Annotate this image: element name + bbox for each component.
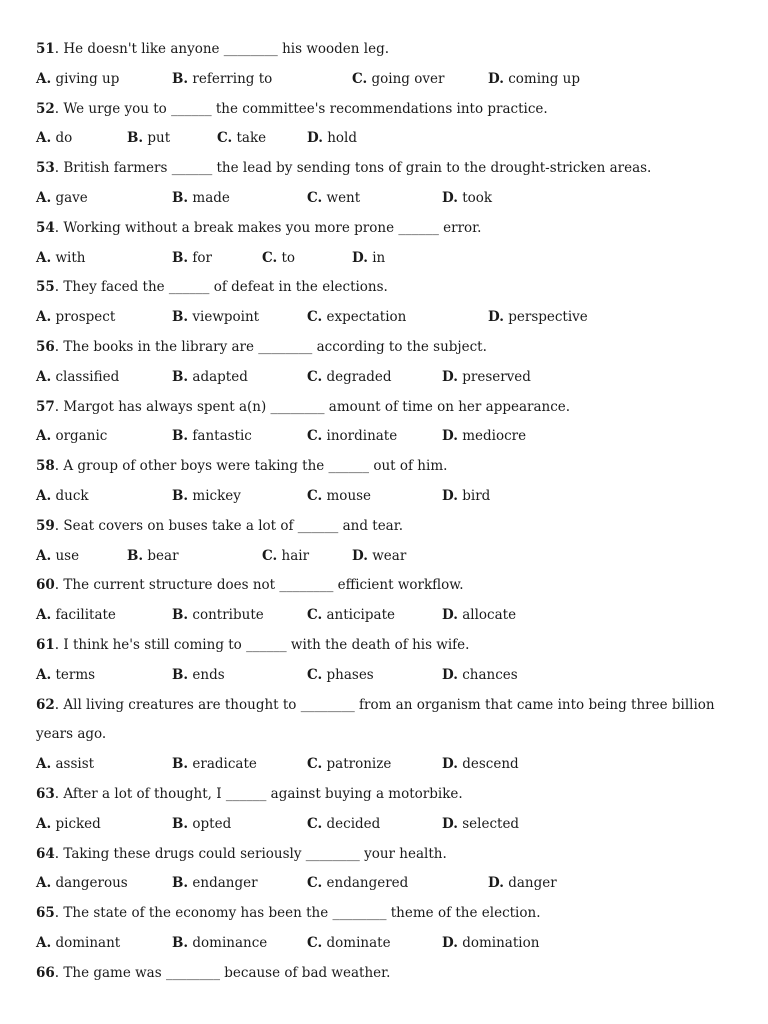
option-text: prospect: [51, 309, 116, 326]
option-letter: A.: [36, 189, 52, 206]
option-text: took: [457, 189, 493, 206]
question-64-options: [36, 870, 736, 900]
option-d[interactable]: [442, 602, 516, 628]
option-letter: B.: [127, 547, 144, 564]
question-text: . The current structure does not ________ efficient workflow.: [54, 577, 464, 594]
question-number: 57: [36, 398, 55, 415]
option-letter: B.: [172, 249, 189, 266]
option-b[interactable]: [172, 662, 225, 688]
option-text: bird: [457, 487, 491, 504]
option-c[interactable]: [307, 483, 371, 509]
option-letter: D.: [488, 875, 504, 892]
option-letter: B.: [172, 428, 189, 445]
option-letter: D.: [442, 666, 458, 683]
option-d[interactable]: [352, 245, 385, 271]
option-d[interactable]: [442, 930, 539, 956]
option-letter: C.: [307, 368, 323, 385]
option-letter: B.: [172, 934, 189, 951]
option-text: referring to: [188, 70, 273, 87]
question-54-options: [36, 245, 736, 275]
option-text: descend: [457, 756, 519, 773]
option-letter: B.: [127, 130, 144, 147]
option-text: use: [51, 547, 80, 564]
option-c[interactable]: [352, 66, 444, 92]
option-letter: B.: [172, 756, 189, 773]
option-text: terms: [51, 666, 96, 683]
option-letter: A.: [36, 875, 52, 892]
option-c[interactable]: [307, 930, 391, 956]
question-number: 53: [36, 160, 55, 177]
option-letter: B.: [172, 666, 189, 683]
question-63-stem: [36, 781, 736, 811]
question-52-stem: [36, 96, 736, 126]
option-a[interactable]: [36, 662, 95, 688]
option-text: in: [367, 249, 386, 266]
question-text: . The game was ________ because of bad weather.: [54, 964, 391, 981]
option-d[interactable]: [442, 751, 519, 777]
option-a[interactable]: [36, 304, 115, 330]
question-text: . We urge you to ______ the committee's recommendations into practice.: [54, 100, 548, 117]
question-number: 64: [36, 845, 55, 862]
option-text: to: [277, 249, 296, 266]
option-letter: D.: [442, 815, 458, 832]
option-letter: C.: [307, 189, 323, 206]
option-letter: C.: [307, 428, 323, 445]
option-d[interactable]: [442, 423, 526, 449]
option-letter: A.: [36, 249, 52, 266]
question-51-options: [36, 66, 736, 96]
question-text: . Margot has always spent a(n) ________ amount of time on her appearance.: [54, 398, 571, 415]
option-text: dominant: [51, 934, 121, 951]
option-a[interactable]: [36, 245, 85, 271]
option-letter: A.: [36, 756, 52, 773]
option-c[interactable]: [307, 602, 395, 628]
option-text: endanger: [188, 875, 258, 892]
option-letter: C.: [307, 875, 323, 892]
option-text: anticipate: [322, 607, 395, 624]
option-letter: C.: [307, 934, 323, 951]
question-65-stem: [36, 900, 736, 930]
option-text: hair: [277, 547, 310, 564]
option-b[interactable]: [172, 483, 241, 509]
option-d[interactable]: [442, 811, 519, 837]
option-b[interactable]: [172, 751, 257, 777]
option-d[interactable]: [488, 304, 588, 330]
option-text: eradicate: [188, 756, 257, 773]
question-number: 55: [36, 279, 55, 296]
option-letter: A.: [36, 309, 52, 326]
option-letter: A.: [36, 487, 52, 504]
question-63-options: [36, 811, 736, 841]
option-text: domination: [457, 934, 540, 951]
option-letter: B.: [172, 815, 189, 832]
option-a[interactable]: [36, 483, 89, 509]
option-letter: D.: [442, 368, 458, 385]
question-number: 54: [36, 219, 55, 236]
option-text: perspective: [503, 309, 588, 326]
question-53-options: [36, 185, 736, 215]
question-66-stem: [36, 960, 736, 990]
option-letter: C.: [307, 666, 323, 683]
option-letter: A.: [36, 607, 52, 624]
option-letter: A.: [36, 368, 52, 385]
option-text: mediocre: [457, 428, 527, 445]
question-text: . Seat covers on buses take a lot of ______ and tear.: [54, 517, 403, 534]
question-56-stem: [36, 334, 736, 364]
option-a[interactable]: [36, 602, 116, 628]
option-d[interactable]: [442, 185, 492, 211]
question-text: . The state of the economy has been the ________ theme of the election.: [54, 905, 541, 922]
option-text: fantastic: [188, 428, 252, 445]
option-c[interactable]: [307, 811, 380, 837]
option-c[interactable]: [307, 423, 397, 449]
option-letter: D.: [352, 547, 368, 564]
question-61-options: [36, 662, 736, 692]
option-a[interactable]: [36, 66, 119, 92]
option-letter: D.: [307, 130, 323, 147]
option-b[interactable]: [172, 364, 248, 390]
question-52-options: [36, 125, 736, 155]
option-a[interactable]: [36, 751, 94, 777]
option-text: gave: [51, 189, 88, 206]
option-text: made: [188, 189, 230, 206]
option-letter: C.: [307, 756, 323, 773]
question-59-stem: [36, 513, 736, 543]
question-58-stem: [36, 453, 736, 483]
option-text: ends: [188, 666, 225, 683]
question-number: 60: [36, 577, 55, 594]
option-b[interactable]: [172, 602, 264, 628]
option-b[interactable]: [172, 423, 252, 449]
option-text: endangered: [322, 875, 409, 892]
option-letter: C.: [307, 815, 323, 832]
option-letter: A.: [36, 666, 52, 683]
option-c[interactable]: [262, 245, 295, 271]
question-text: . The books in the library are ________ according to the subject.: [54, 338, 487, 355]
question-55-options: [36, 304, 736, 334]
question-number: 56: [36, 338, 55, 355]
question-number: 61: [36, 636, 55, 653]
option-d[interactable]: [442, 483, 490, 509]
question-number: 58: [36, 458, 55, 475]
option-letter: A.: [36, 70, 52, 87]
option-text: inordinate: [322, 428, 398, 445]
option-c[interactable]: [307, 662, 374, 688]
question-65-options: [36, 930, 736, 960]
option-text: mickey: [188, 487, 241, 504]
option-a[interactable]: [36, 870, 128, 896]
question-56-options: [36, 364, 736, 394]
option-text: patronize: [322, 756, 392, 773]
question-58-options: [36, 483, 736, 513]
option-a[interactable]: [36, 185, 88, 211]
option-text: expectation: [322, 309, 407, 326]
question-text: . Working without a break makes you more prone ______ error.: [54, 219, 482, 236]
question-62-options: [36, 751, 736, 781]
question-text: . All living creatures are thought to ________ from an organism that came into being three billion: [54, 696, 715, 713]
option-c[interactable]: [262, 543, 309, 569]
option-b[interactable]: [172, 870, 258, 896]
option-text: opted: [188, 815, 232, 832]
option-text: dangerous: [51, 875, 128, 892]
option-text: with: [51, 249, 86, 266]
question-57-stem: [36, 394, 736, 424]
option-text: phases: [322, 666, 374, 683]
question-text: . He doesn't like anyone ________ his wooden leg.: [54, 41, 390, 57]
option-letter: C.: [307, 607, 323, 624]
option-c[interactable]: [307, 364, 392, 390]
option-letter: C.: [307, 309, 323, 326]
option-b[interactable]: [172, 930, 267, 956]
question-number: 66: [36, 964, 55, 981]
question-text: . They faced the ______ of defeat in the elections.: [54, 279, 388, 296]
option-letter: B.: [172, 309, 189, 326]
option-letter: D.: [442, 607, 458, 624]
option-text: duck: [51, 487, 89, 504]
question-text: . Taking these drugs could seriously ________ your health.: [54, 845, 447, 862]
option-letter: D.: [442, 428, 458, 445]
question-62-stem: [36, 692, 736, 722]
option-letter: A.: [36, 815, 52, 832]
option-b[interactable]: [127, 543, 179, 569]
option-text: giving up: [51, 70, 120, 87]
question-51-stem: [36, 36, 736, 66]
option-letter: B.: [172, 189, 189, 206]
option-text: for: [188, 249, 212, 266]
option-d[interactable]: [307, 125, 357, 151]
question-text: . After a lot of thought, I ______ against buying a motorbike.: [54, 785, 463, 802]
option-text: contribute: [188, 607, 264, 624]
option-letter: C.: [217, 130, 233, 147]
option-b[interactable]: [172, 245, 212, 271]
option-c[interactable]: [307, 870, 408, 896]
option-text: do: [51, 130, 73, 147]
option-a[interactable]: [36, 364, 119, 390]
option-text: hold: [322, 130, 358, 147]
question-number: 59: [36, 517, 55, 534]
option-text: dominance: [188, 934, 268, 951]
question-number: 62: [36, 696, 55, 713]
question-text: . A group of other boys were taking the ______ out of him.: [54, 458, 448, 475]
option-letter: B.: [172, 487, 189, 504]
option-letter: D.: [488, 309, 504, 326]
option-letter: D.: [442, 934, 458, 951]
question-57-options: [36, 423, 736, 453]
option-letter: D.: [442, 189, 458, 206]
option-text: bear: [143, 547, 179, 564]
option-text: preserved: [457, 368, 531, 385]
option-text: going over: [367, 70, 445, 87]
option-text: organic: [51, 428, 108, 445]
option-c[interactable]: [307, 304, 406, 330]
option-letter: D.: [352, 249, 368, 266]
option-d[interactable]: [488, 66, 580, 92]
option-text: chances: [457, 666, 518, 683]
option-letter: C.: [307, 487, 323, 504]
question-number: 52: [36, 100, 55, 117]
option-a[interactable]: [36, 125, 72, 151]
option-letter: B.: [172, 607, 189, 624]
option-b[interactable]: [127, 125, 170, 151]
option-a[interactable]: [36, 543, 79, 569]
question-55-stem: [36, 274, 736, 304]
option-letter: A.: [36, 130, 52, 147]
question-53-stem: [36, 155, 736, 185]
option-text: adapted: [188, 368, 248, 385]
question-text: . British farmers ______ the lead by sending tons of grain to the drought-stricken areas.: [54, 160, 652, 177]
option-a[interactable]: [36, 811, 101, 837]
question-62-continuation: [36, 721, 736, 751]
option-text: put: [143, 130, 171, 147]
option-letter: B.: [172, 70, 189, 87]
option-text: decided: [322, 815, 381, 832]
option-text: dominate: [322, 934, 391, 951]
question-text-continuation: years ago.: [36, 726, 107, 743]
option-b[interactable]: [172, 66, 272, 92]
option-d[interactable]: [442, 662, 518, 688]
option-b[interactable]: [172, 811, 231, 837]
option-letter: C.: [352, 70, 368, 87]
option-b[interactable]: [172, 185, 230, 211]
option-letter: B.: [172, 368, 189, 385]
option-text: classified: [51, 368, 120, 385]
question-61-stem: [36, 632, 736, 662]
question-59-options: [36, 543, 736, 573]
option-d[interactable]: [488, 870, 557, 896]
option-text: assist: [51, 756, 95, 773]
option-letter: D.: [488, 70, 504, 87]
option-c[interactable]: [307, 185, 360, 211]
question-number: 51: [36, 41, 55, 57]
option-letter: D.: [442, 487, 458, 504]
option-d[interactable]: [442, 364, 531, 390]
option-letter: A.: [36, 547, 52, 564]
question-54-stem: [36, 215, 736, 245]
option-text: viewpoint: [188, 309, 260, 326]
question-text: . I think he's still coming to ______ with the death of his wife.: [54, 636, 470, 653]
option-a[interactable]: [36, 423, 107, 449]
option-text: picked: [51, 815, 101, 832]
option-letter: C.: [262, 249, 278, 266]
option-text: allocate: [457, 607, 517, 624]
option-text: coming up: [503, 70, 581, 87]
option-letter: B.: [172, 875, 189, 892]
question-number: 65: [36, 905, 55, 922]
option-c[interactable]: [217, 125, 266, 151]
option-a[interactable]: [36, 930, 120, 956]
option-letter: A.: [36, 428, 52, 445]
option-letter: A.: [36, 934, 52, 951]
question-60-options: [36, 602, 736, 632]
option-text: wear: [367, 547, 407, 564]
document-body: [36, 36, 736, 990]
question-number: 63: [36, 785, 55, 802]
option-letter: C.: [262, 547, 278, 564]
question-60-stem: [36, 572, 736, 602]
option-text: danger: [503, 875, 557, 892]
option-text: facilitate: [51, 607, 116, 624]
option-d[interactable]: [352, 543, 406, 569]
option-text: selected: [457, 815, 520, 832]
option-letter: D.: [442, 756, 458, 773]
question-64-stem: [36, 841, 736, 871]
option-text: degraded: [322, 368, 392, 385]
option-text: take: [232, 130, 267, 147]
option-c[interactable]: [307, 751, 391, 777]
option-text: went: [322, 189, 361, 206]
option-b[interactable]: [172, 304, 259, 330]
option-text: mouse: [322, 487, 372, 504]
